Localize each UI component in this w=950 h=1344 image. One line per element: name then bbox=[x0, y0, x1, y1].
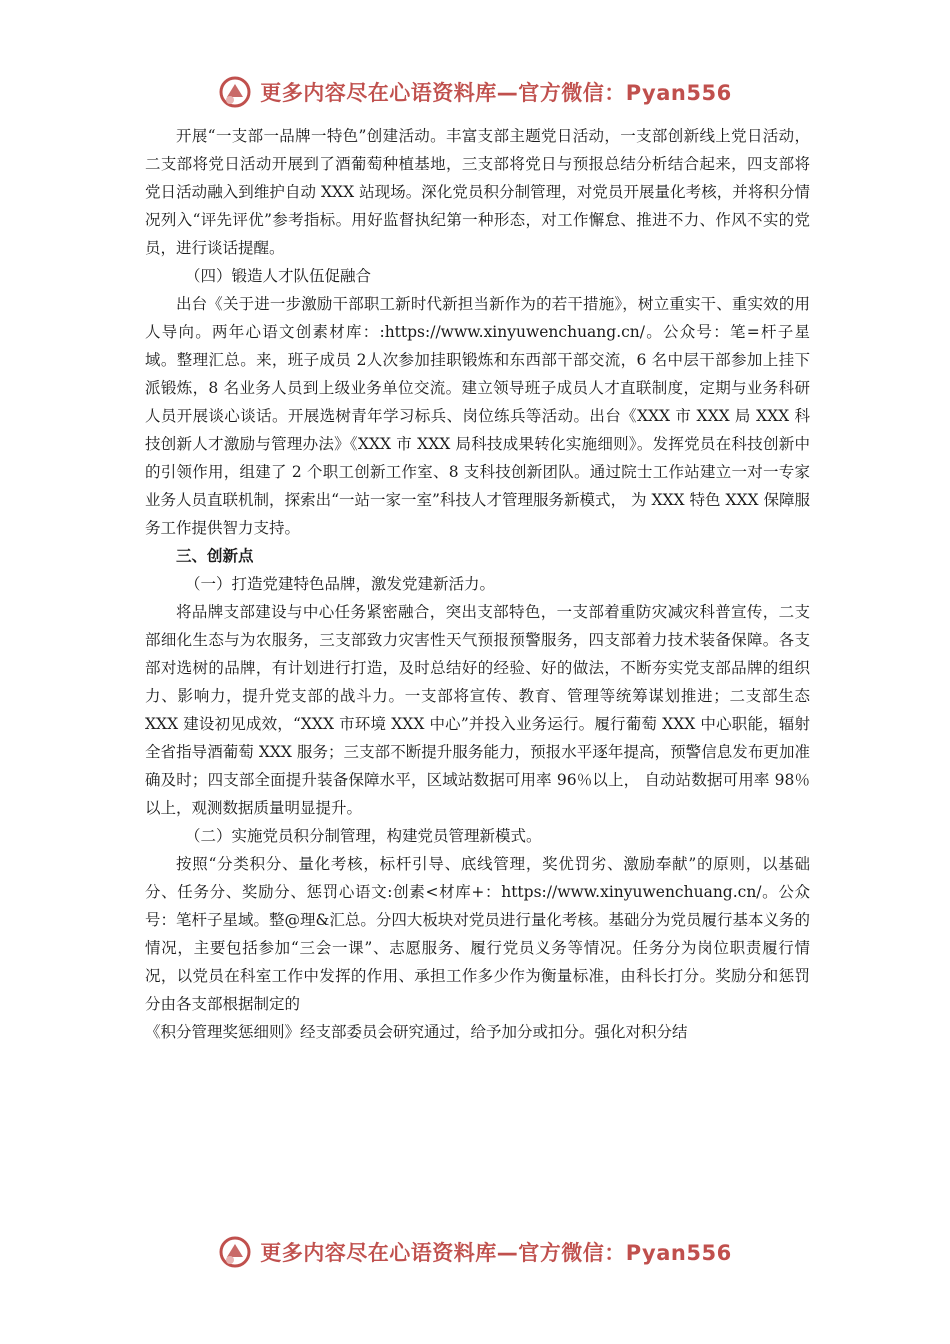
document-body bbox=[145, 122, 810, 1046]
seal-logo-icon bbox=[218, 1235, 252, 1269]
paragraph: 出台《关于进一步激励干部职工新时代新担当新作为的若干措施》，树立重实干、重实效的用人导向。两年心语文创素材库：:https://www.xinyuwenchuang.cn/。公众号：笔=杆子星域。整理汇总。来，班子成员 2人次参加挂职锻炼和东西部干部交流，6 名中层干部参加上挂下派锻炼，8 名业务人员到上级业务单位交流。建立领导班子成员人才直联制度，定期与业务科研人员开展谈心谈话。开展选树青年学习标兵、岗位练兵等活动。出台《XXX 市 XXX 局 XXX 科技创新人才激励与管理办法》《XXX 市 XXX 局科技成果转化实施细则》。发挥党员在科技创新中的引领作用，组建了 2 个职工创新工作室、8 支科技创新团队。通过院士工作站建立一对一专家业务人员直联机制，探索出“一站一家一室”科技人才管理服务新模式， 为 XXX 特色 XXX 保障服务工作提供智力支持。 bbox=[145, 295, 810, 537]
watermark-text: 更多内容尽在心语资料库—官方微信：Pyan556 bbox=[260, 81, 732, 105]
paragraph: 将品牌支部建设与中心任务紧密融合，突出支部特色，一支部着重防灾减灾科普宣传，二支部细化生态与为农服务，三支部致力灾害性天气预报预警服务，四支部着力技术装备保障。各支部对选树的品牌，有计划进行打造，及时总结好的经验、好的做法，不断夯实党支部品牌的组织力、影响力，提升党支部的战斗力。一支部将宣传、教育、管理等统筹谋划推进；二支部生态 XXX 建设初见成效，“XXX 市环境 XXX 中心”并投入业务运行。履行葡萄 XXX 中心职能，辐射全省指导酒葡萄 XXX 服务；三支部不断提升服务能力，预报水平逐年提高，预警信息发布更加准确及时；四支部全面提升装备保障水平，区域站数据可用率 96％以上， 自动站数据可用率 98％以上，观测数据质量明显提升。 bbox=[145, 603, 810, 817]
seal-logo-icon bbox=[218, 75, 252, 109]
section-heading: （一）打造党建特色品牌，激发党建新活力。 bbox=[185, 575, 496, 593]
section-heading: （二）实施党员积分制管理，构建党员管理新模式。 bbox=[185, 827, 542, 845]
watermark-text: 更多内容尽在心语资料库—官方微信：Pyan556 bbox=[260, 1241, 732, 1265]
paragraph: 开展“一支部一品牌一特色”创建活动。丰富支部主题党日活动，一支部创新线上党日活动，二支部将党日活动开展到了酒葡萄种植基地，三支部将党日与预报总结分析结合起来，四支部将党日活动融入到维护自动 XXX 站现场。深化党员积分制管理，对党员开展量化考核，并将积分情况列入“评先评优”参考指标。用好监督执纪第一种形态，对工作懈怠、推进不力、作风不实的党员，进行谈话提醒。 bbox=[145, 127, 810, 257]
section-title: 三、创新点 bbox=[176, 547, 254, 565]
paragraph: 按照“分类积分、量化考核，标杆引导、底线管理，奖优罚劣、激励奉献”的原则，以基础分、任务分、奖励分、惩罚心语文:创素<材库+：https://www.xinyuwenchuang.cn/。公众号：笔杆子星域。整@理&汇总。分四大板块对党员进行量化考核。基础分为党员履行基本义务的情况，主要包括参加“三会一课”、志愿服务、履行党员义务等情况。任务分为岗位职责履行情况，以党员在科室工作中发挥的作用、承担工作多少作为衡量标准，由科长打分。奖励分和惩罚分由各支部根据制定的 bbox=[145, 855, 810, 1013]
paragraph: 《积分管理奖惩细则》经支部委员会研究通过，给予加分或扣分。强化对积分结 bbox=[145, 1023, 688, 1041]
section-heading: （四）锻造人才队伍促融合 bbox=[185, 267, 372, 285]
watermark-banner-bottom bbox=[0, 1230, 950, 1274]
watermark-banner-top bbox=[0, 70, 950, 114]
